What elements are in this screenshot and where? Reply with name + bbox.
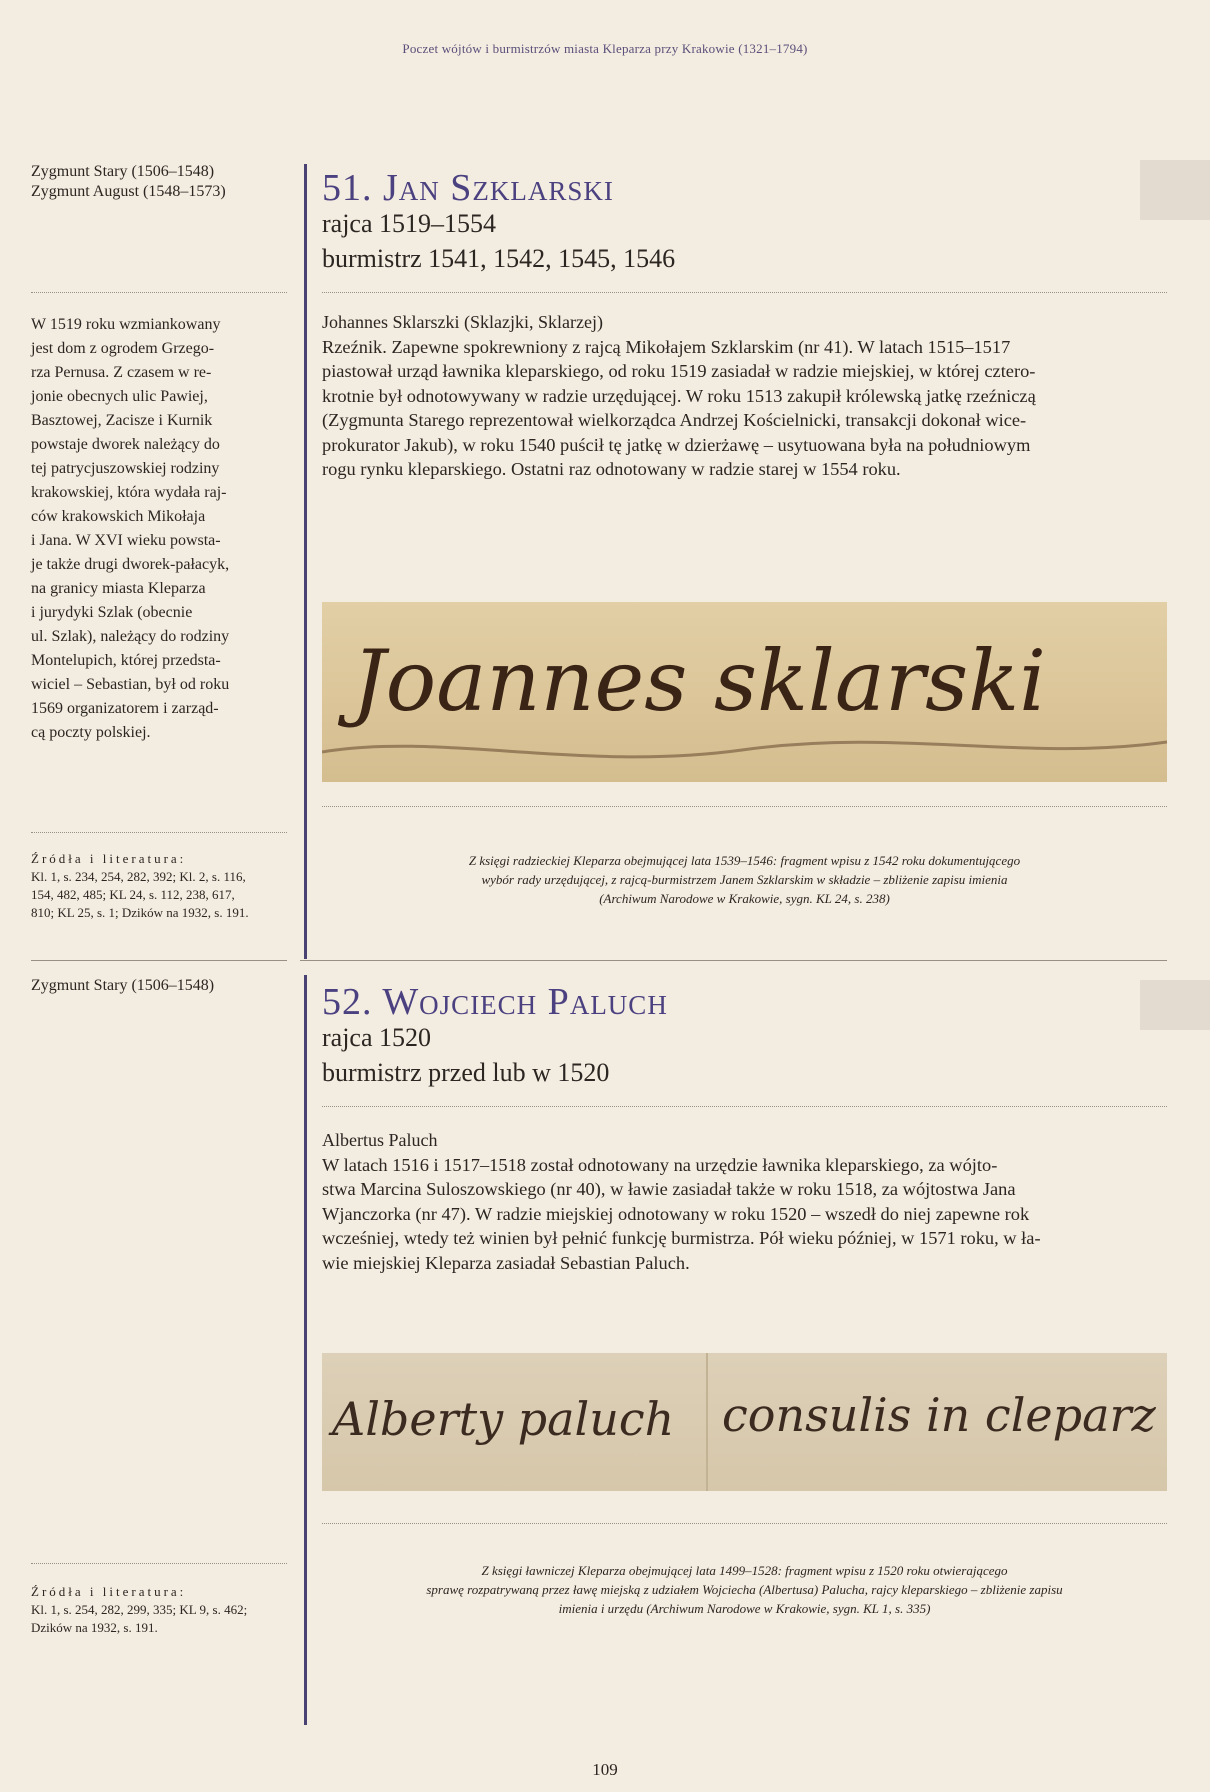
note-line: je także drugi dworek-pałacyk,	[31, 556, 230, 573]
sidebar-separator	[31, 960, 287, 961]
note-line: wiciel – Sebastian, był od roku	[31, 676, 230, 693]
note-line: i Jana. W XVI wieku powsta-	[31, 532, 221, 549]
body-line: W latach 1516 i 1517–1518 został odnotowany na urzędzie ławnika kleparskiego, za wójto-	[322, 1155, 998, 1175]
ruler-line: Zygmunt August (1548–1573)	[31, 183, 226, 200]
body-line: (Zygmunta Starego reprezentował wielkorządca Andrzej Kościelnicki, transakcji dokonał wice-	[322, 410, 1027, 431]
body-line: Rzeźnik. Zapewne spokrewniony z rajcą Mikołajem Szklarskim (nr 41). W latach 1515–1517	[322, 337, 1011, 357]
body-line: prokurator Jakub), w roku 1540 puścił tę jatkę w dzierżawę – usytuowana była na południowym	[322, 434, 1031, 455]
caption-divider	[322, 1523, 1167, 1524]
caption-line: Z księgi ławniczej Kleparza obejmującej lata 1499–1528: fragment wpisu z 1520 roku otwierającego	[481, 1563, 1008, 1578]
sidebar-sources	[31, 850, 287, 922]
sidebar-block-51	[31, 162, 287, 202]
note-line: W 1519 roku wzmiankowany	[31, 316, 221, 333]
manuscript-image	[322, 602, 1167, 782]
entry-52-accent-rule	[304, 975, 307, 1725]
sidebar-block-52	[31, 976, 287, 996]
caption-line: imienia i urzędu (Archiwum Narodowe w Krakowie, sygn. KL 1, s. 335)	[558, 1601, 931, 1616]
bleed-through-shadow	[1140, 160, 1210, 220]
note-line: ców krakowskich Mikołaja	[31, 508, 206, 525]
body-line: wie miejskiej Kleparza zasiadał Sebastian Paluch.	[322, 1252, 690, 1273]
caption-divider	[322, 806, 1167, 807]
sources-heading: Źródła i literatura:	[31, 1584, 187, 1599]
note-line: 1569 organizatorem i zarząd-	[31, 700, 219, 717]
body-line: Wjanczorka (nr 47). W radzie miejskiej odnotowany w roku 1520 – wszedł do niej zapewne rok	[322, 1203, 1030, 1224]
note-line: krakowskiej, która wydała raj-	[31, 484, 227, 501]
entry-subtitle: rajca 1520	[322, 1023, 432, 1052]
manuscript-text: Joannes sklarski	[352, 632, 1047, 730]
caption-line: (Archiwum Narodowe w Krakowie, sygn. KL 24, s. 238)	[599, 891, 890, 906]
entry-title: 51. Jan Szklarski	[322, 167, 614, 209]
note-line: cą poczty polskiej.	[31, 724, 151, 741]
sources-line: Kl. 1, s. 254, 282, 299, 335; KL 9, s. 462;	[31, 1602, 248, 1617]
entry-subtitle: burmistrz przed lub w 1520	[322, 1058, 610, 1087]
note-line: jonie obecnych ulic Pawiej,	[31, 388, 208, 405]
sources-line: Kl. 1, s. 234, 254, 282, 392; Kl. 2, s. 116,	[31, 869, 246, 884]
name-variants: Albertus Paluch	[322, 1130, 438, 1150]
manuscript-image	[322, 1353, 1167, 1491]
ruler-line: Zygmunt Stary (1506–1548)	[31, 977, 215, 994]
body-line: stwa Marcina Suloszowskiego (nr 40), w ławie zasiadał także w roku 1518, za wójtostwa Jana	[322, 1179, 1016, 1200]
running-head: Poczet wójtów i burmistrzów miasta Kleparza przy Krakowie (1321–1794)	[402, 41, 808, 56]
image-caption	[322, 851, 1167, 908]
note-line: Montelupich, której przedsta-	[31, 652, 221, 669]
sidebar-divider	[31, 1563, 287, 1564]
entry-subtitle: burmistrz 1541, 1542, 1545, 1546	[322, 244, 676, 273]
entry-title: 52. Wojciech Paluch	[322, 981, 668, 1023]
caption-line: sprawę rozpatrywaną przez ławę miejską z udziałem Wojciecha (Albertusa) Palucha, rajcy kleparskiego – zbliżenie zapisu	[426, 1582, 1063, 1597]
note-line: ul. Szlak), należący do rodziny	[31, 628, 230, 645]
note-line: i jurydyki Szlak (obecnie	[31, 604, 193, 621]
note-line: jest dom z ogrodem Grzego-	[31, 340, 215, 357]
caption-line: Z księgi radzieckiej Kleparza obejmującej lata 1539–1546: fragment wpisu z 1542 roku dokumentującego	[468, 853, 1021, 868]
bleed-through-shadow	[1140, 980, 1210, 1030]
body-line: rogu rynku kleparskiego. Ostatni raz odnotowany w radzie starej w 1554 roku.	[322, 459, 901, 480]
manuscript-text: Alberty paluch	[332, 1392, 675, 1446]
body-line: wcześniej, wtedy też winien był pełnić funkcję burmistrza. Pół wieku później, w 1571 roku, w ła-	[322, 1228, 1041, 1249]
caption-line: wybór rady urzędującej, z rajcą-burmistrzem Janem Szklarskim w składzie – zbliżenie zapisu imienia	[481, 872, 1008, 887]
image-caption	[322, 1561, 1167, 1618]
entry-divider	[322, 292, 1167, 293]
entry-body	[322, 335, 1167, 481]
sidebar-sources	[31, 1583, 287, 1637]
page-number: 109	[592, 1760, 618, 1779]
sources-line: 154, 482, 485; KL 24, s. 112, 238, 617,	[31, 887, 235, 902]
sidebar-note	[31, 313, 287, 745]
note-line: tej patrycjuszowskiej rodziny	[31, 460, 220, 477]
note-line: rza Pernusa. Z czasem w re-	[31, 364, 212, 381]
manuscript-text: consulis in cleparz	[722, 1388, 1156, 1442]
name-variants: Johannes Sklarszki (Sklazjki, Sklarzej)	[322, 312, 603, 332]
sidebar-divider	[31, 292, 287, 293]
entry-51-accent-rule	[304, 164, 307, 959]
body-line: krotnie był odnotowywany w radzie urzędującej. W roku 1513 zakupił królewską jatkę rzeźniczą	[322, 385, 1036, 406]
note-line: Basztowej, Zacisze i Kurnik	[31, 412, 213, 429]
sidebar-divider	[31, 832, 287, 833]
entry-body	[322, 1153, 1167, 1275]
body-line: piastował urząd ławnika kleparskiego, od roku 1519 zasiadał w radzie miejskiej, w której cztero-	[322, 361, 1036, 382]
entry-subtitle: rajca 1519–1554	[322, 209, 497, 238]
entry-divider	[322, 1106, 1167, 1107]
sources-line: Dzików na 1932, s. 191.	[31, 1620, 158, 1635]
note-line: na granicy miasta Kleparza	[31, 580, 206, 597]
entry-separator	[300, 960, 1167, 961]
ruler-line: Zygmunt Stary (1506–1548)	[31, 163, 215, 180]
sources-line: 810; KL 25, s. 1; Dzików na 1932, s. 191.	[31, 905, 249, 920]
sources-heading: Źródła i literatura:	[31, 851, 187, 866]
note-line: powstaje dworek należący do	[31, 436, 220, 453]
